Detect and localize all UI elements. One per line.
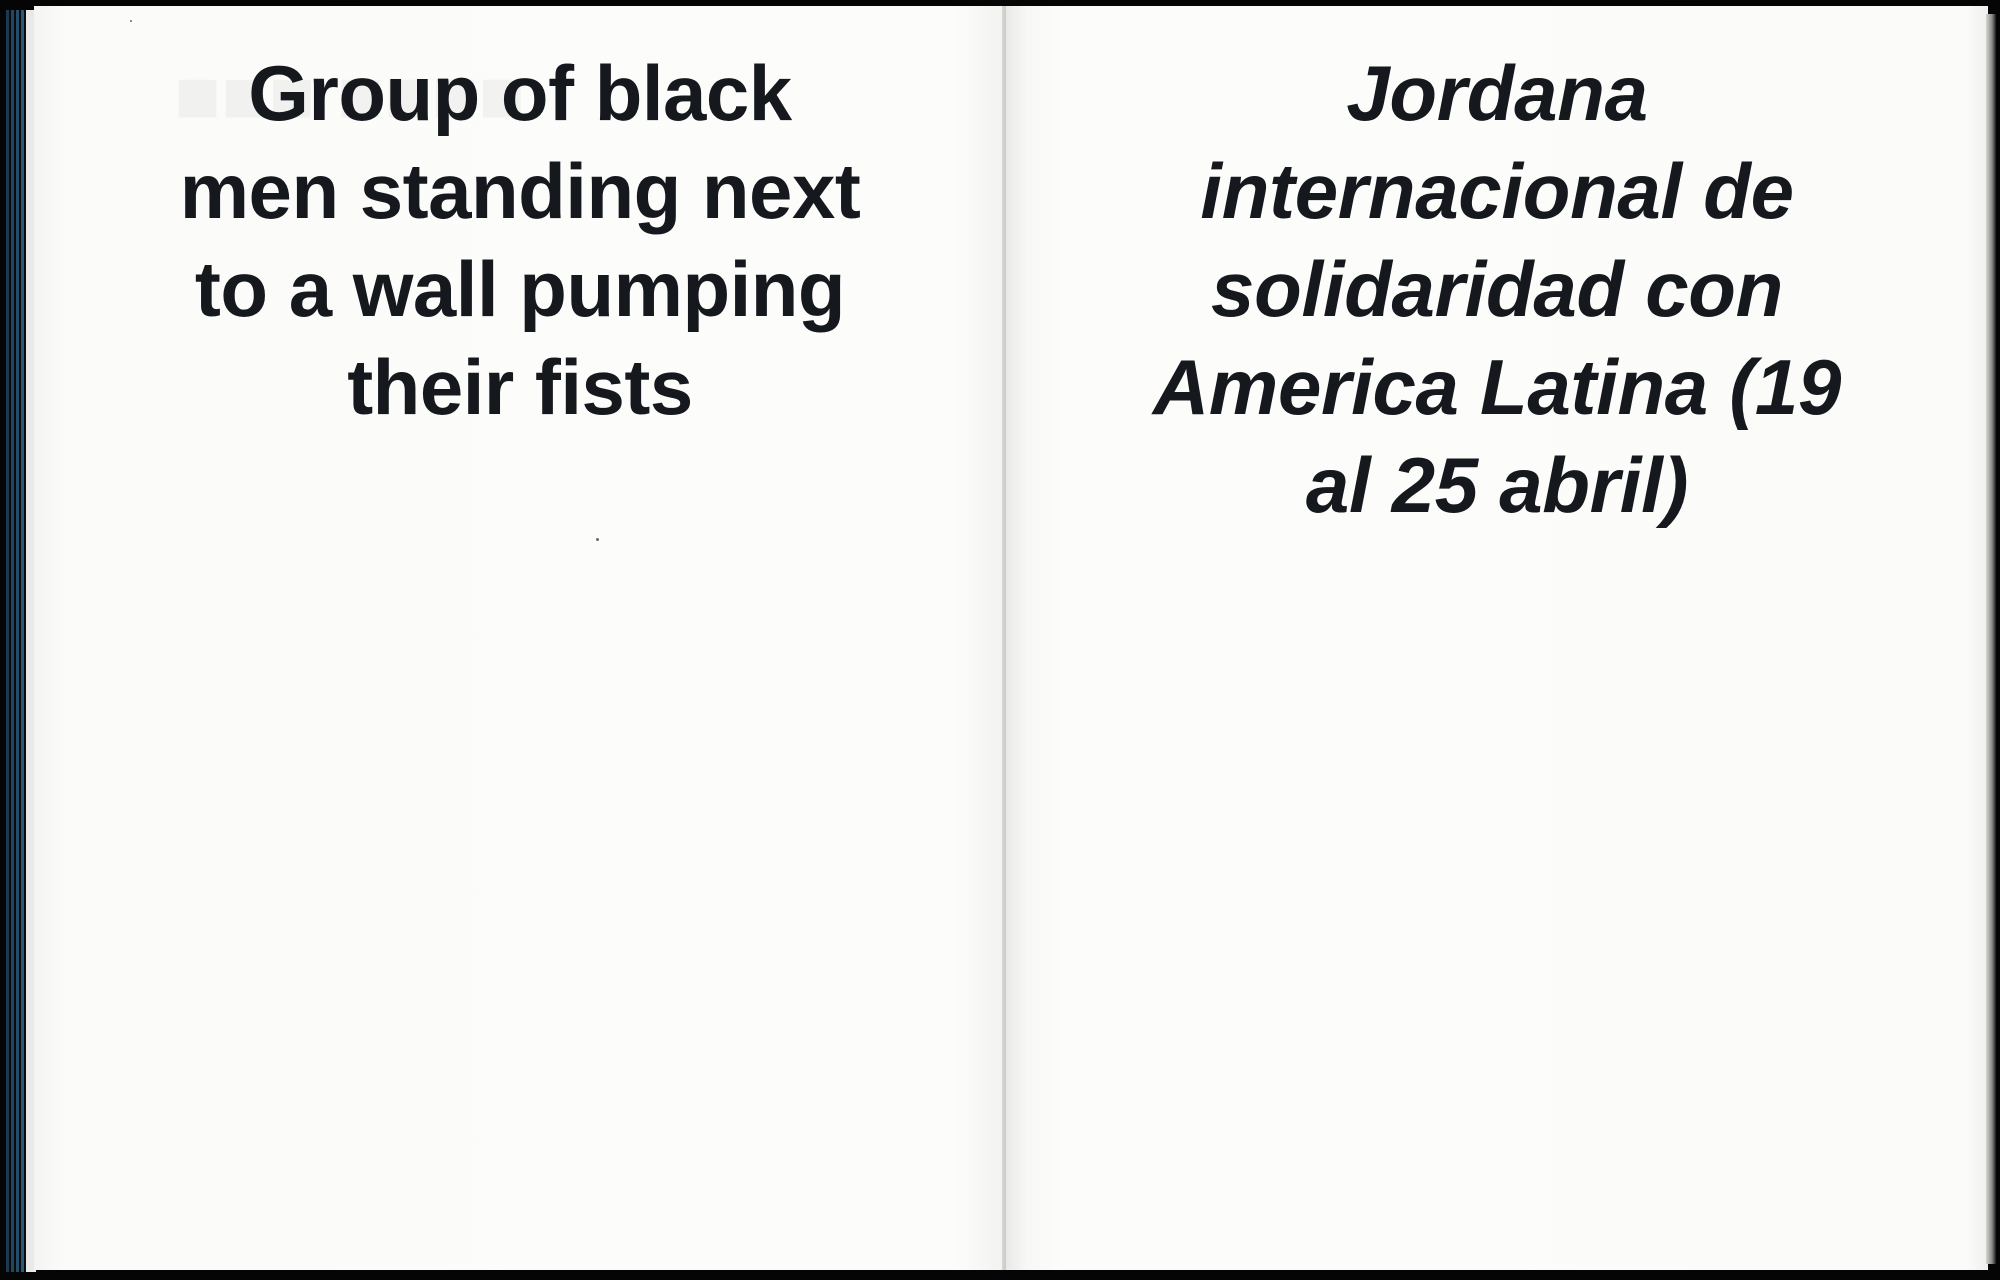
right-heading-line: solidaridad con	[1211, 245, 1783, 333]
left-heading-line: to a wall pumping	[194, 245, 846, 333]
left-heading-line: their fists	[347, 343, 693, 431]
left-heading-line: men standing next	[179, 147, 861, 235]
stacked-page-edges	[6, 10, 36, 1272]
paper-speck	[130, 20, 132, 22]
left-page	[34, 6, 1006, 1270]
right-page	[1006, 6, 1988, 1270]
right-heading-line: America Latina (19	[1152, 343, 1842, 431]
right-heading-line: Jordana	[1346, 49, 1648, 137]
left-heading-line: Group of black	[248, 49, 792, 137]
left-page-heading	[34, 44, 1006, 436]
right-heading-line: al 25 abril)	[1305, 441, 1689, 529]
right-page-heading	[1006, 44, 1988, 534]
right-page-edge-shadow	[1986, 14, 1996, 1264]
right-heading-line: internacional de	[1200, 147, 1794, 235]
paper-speck	[596, 538, 599, 541]
